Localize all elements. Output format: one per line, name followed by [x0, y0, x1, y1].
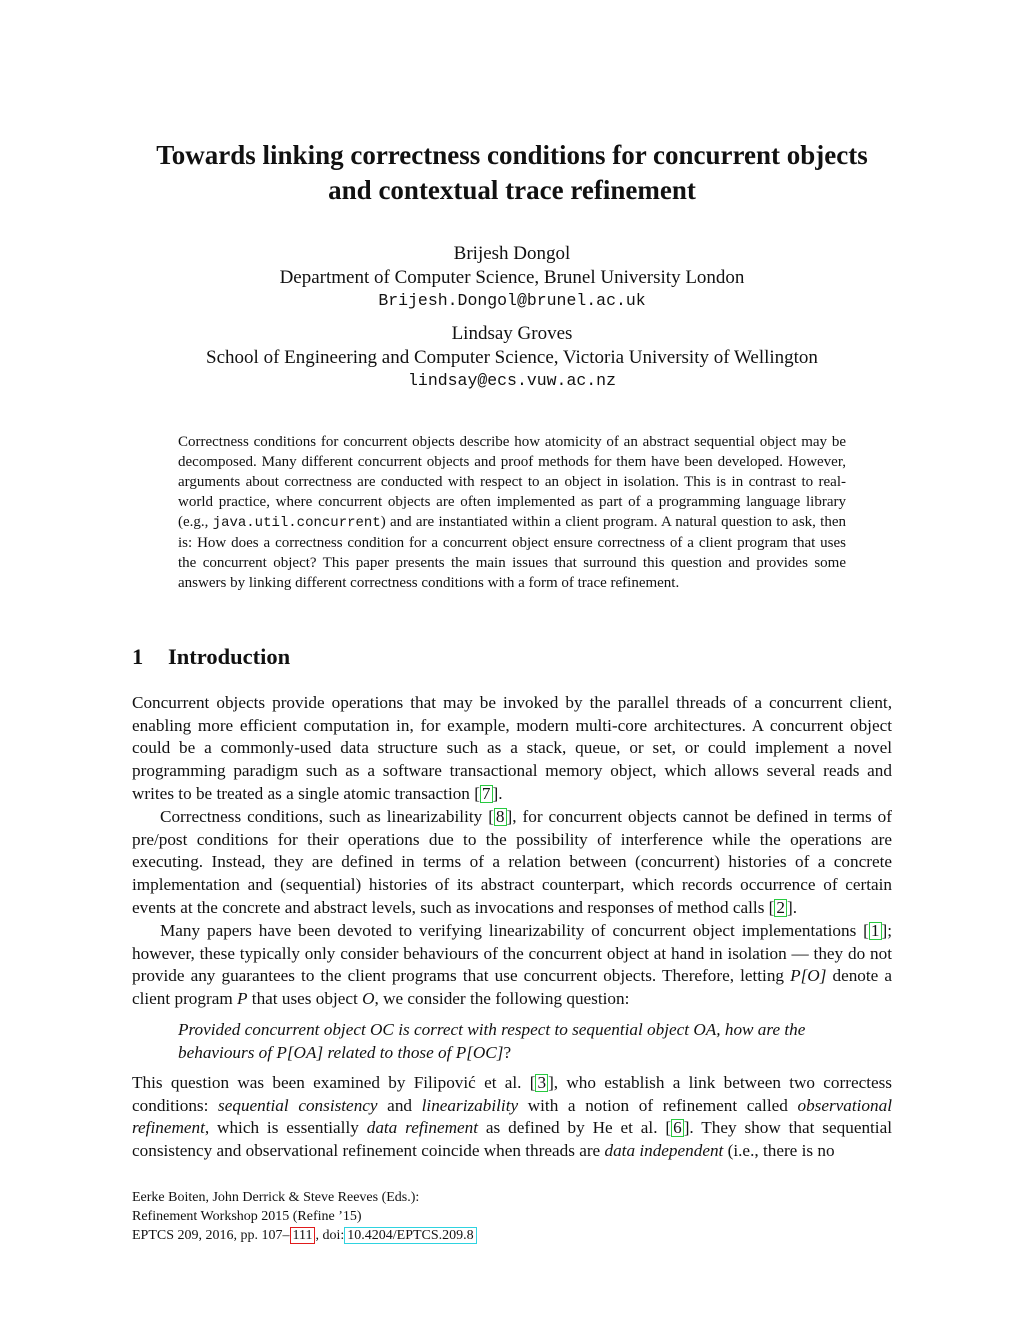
math-p-oc: P[OC] — [455, 1042, 504, 1062]
citation-link[interactable]: 6 — [673, 1118, 682, 1138]
quote-text: Provided concurrent object OC is correct with respect to sequential object OA, how are the behaviours of — [178, 1020, 806, 1062]
citation-link[interactable]: 8 — [495, 807, 505, 826]
paragraph-text: Many papers have been devoted to verifying linearizability of concurrent object implementations [ — [160, 921, 869, 940]
paragraph-text: Concurrent objects provide operations that may be invoked by the parallel threads of a concurrent client, enabling more efficient computation in, for example, modern multi-core architectures. A concurrent object could be a commonly-used data structure such as a stack, queue, or set, or could implement a novel programming paradigm such as a software transactional memory object, which allows several reads and writes to be treated as a single atomic transaction [ — [132, 693, 892, 803]
paragraph-text: , which is essentially — [204, 1118, 367, 1138]
author-block-2 — [0, 322, 1024, 392]
section-heading — [132, 644, 290, 670]
quote-text: related to those of — [323, 1042, 456, 1062]
footer-editors: Eerke Boiten, John Derrick & Steve Reeves (Eds.): — [132, 1190, 420, 1205]
abstract — [178, 432, 846, 593]
section-number: 1 — [132, 644, 144, 669]
publication-footer — [132, 1188, 477, 1245]
math-o: O — [362, 989, 375, 1009]
footer-pub-prefix: EPTCS 209, 2016, pp. 107– — [132, 1228, 290, 1243]
term-linearizability: linearizability — [421, 1095, 519, 1115]
term-data-independent: data independent — [604, 1141, 724, 1161]
paragraph-text: ]. They show that sequential consistency and observational refinement coincide when threads are — [132, 1118, 892, 1161]
quote-text: ? — [503, 1042, 512, 1062]
paragraph-text: and — [377, 1095, 422, 1115]
paragraph-text: ]. — [492, 783, 503, 803]
term-data-refinement: data refinement — [366, 1118, 479, 1138]
paragraph-text: as defined by He et al. [ — [478, 1118, 672, 1138]
math-p: P — [237, 989, 248, 1009]
author-name: Lindsay Groves — [451, 323, 573, 344]
paragraph-text: denote a client program — [132, 966, 892, 1009]
footer-publication — [132, 1226, 477, 1245]
section-title: Introduction — [168, 644, 291, 669]
term-observational-refinement: observational refinement — [132, 1095, 892, 1138]
citation-link[interactable]: 3 — [537, 1073, 547, 1092]
paragraph-text: Correctness conditions, such as linearizability [ — [160, 807, 494, 826]
abstract-text: ) and are instantiated within a client program. A natural question to ask, then is: How does a correctness condition for a concurrent object ensure correctness of a client program that uses the concurrent object? This paper presents the main issues that surround this question and provides some answers by linking different correctness conditions with a form of trace refinement. — [178, 514, 846, 591]
paragraph-text: that uses object — [247, 989, 363, 1009]
paragraph-text: ], for concurrent objects cannot be defined in terms of pre/post conditions for their operations due to the possibility of interference while the operations are executing. Instead, they are defined in terms of a relation between (concurrent) histories of a concrete implementation and (sequential) histories of its abstract counterpart, which records occurrence of certain events at the concrete and abstract levels, such as invocations and responses of method calls [ — [132, 807, 892, 917]
citation-link[interactable]: 2 — [776, 897, 786, 917]
math-p-oa: P[OA] — [276, 1042, 324, 1062]
author-email: lindsay@ecs.vuw.ac.nz — [408, 371, 616, 390]
citation-link[interactable]: 1 — [870, 921, 880, 940]
title-line-1: Towards linking correctness conditions for concurrent objects — [156, 140, 868, 170]
doi-link[interactable]: 10.4204/EPTCS.209.8 — [344, 1227, 476, 1244]
author-affiliation: Department of Computer Science, Brunel University London — [279, 267, 745, 288]
abstract-text: Correctness conditions for concurrent objects describe how atomicity of an abstract sequential object may be decomposed. Many different concurrent objects and proof methods for them have been developed. However, arguments about correctness are conducted with respect to an object in isolation. This is in contrast to real-world practice, where concurrent objects are often implemented as part of a programming language library (e.g., — [178, 434, 846, 530]
code-java-util-concurrent: java.util.concurrent — [212, 515, 381, 531]
paragraph-text: ]; however, these typically only consider behaviours of the concurrent object at hand in isolation — they do not provide any guarantees to the client programs that use concurrent objects. Therefore, letting — [132, 921, 892, 986]
question-quote — [178, 1019, 878, 1064]
paragraph-2 — [132, 806, 892, 920]
paragraph-text: ]. — [787, 897, 798, 917]
paragraph-3 — [132, 920, 892, 1011]
doi-label: , doi: — [315, 1228, 345, 1243]
paragraph-text: This question was been examined by Filipović et al. [ — [132, 1073, 536, 1092]
math-p-o: P[O] — [790, 966, 827, 986]
term-sequential-consistency: sequential consistency — [218, 1095, 378, 1115]
paragraph-1 — [132, 692, 892, 806]
paragraph-4 — [132, 1072, 892, 1163]
paragraph-text: , we consider the following question: — [374, 989, 630, 1009]
last-page-link[interactable]: 111 — [290, 1227, 316, 1244]
citation-link[interactable]: 7 — [481, 783, 491, 803]
author-block-1 — [0, 242, 1024, 312]
title-line-2: and contextual trace refinement — [328, 175, 696, 205]
paper-title — [0, 138, 1024, 208]
author-affiliation: School of Engineering and Computer Science, Victoria University of Wellington — [206, 347, 818, 368]
paragraph-text: ], who establish a link between two correctess conditions: — [132, 1073, 892, 1115]
footer-workshop: Refinement Workshop 2015 (Refine ’15) — [132, 1209, 362, 1224]
author-email: Brijesh.Dongol@brunel.ac.uk — [378, 291, 646, 310]
author-name: Brijesh Dongol — [453, 243, 571, 264]
paragraph-text: with a notion of refinement called — [518, 1095, 798, 1115]
paragraph-text: (i.e., there is no — [723, 1141, 835, 1161]
